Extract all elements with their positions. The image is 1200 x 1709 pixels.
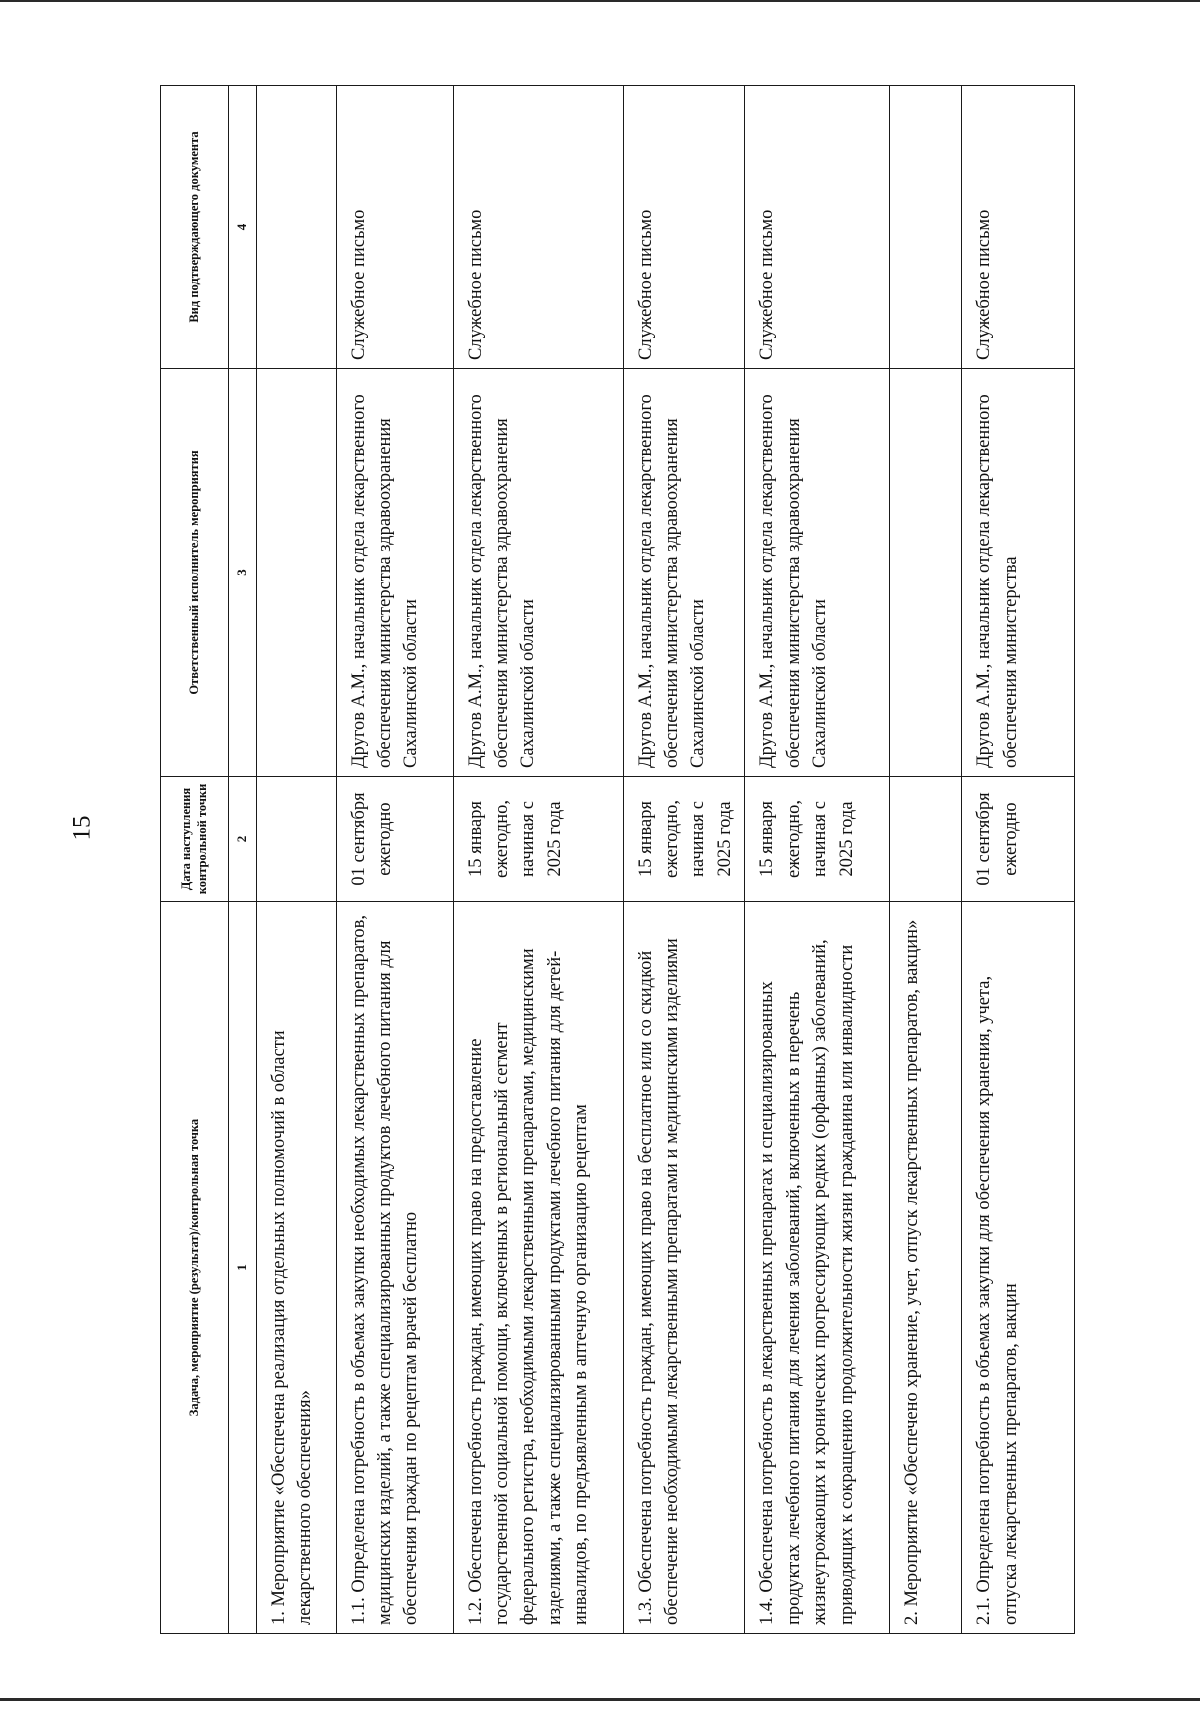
- document-cell: [890, 86, 962, 369]
- column-number: 2: [229, 777, 257, 902]
- executor-cell: Другов А.М., начальник отдела лекарственного обеспечения министерства здравоохранения Сахалинской области: [336, 369, 453, 777]
- column-number: 4: [229, 86, 257, 369]
- document-cell: Служебное письмо: [336, 86, 453, 369]
- date-cell: 01 сентября ежегодно: [962, 777, 1075, 902]
- table-row: [336, 86, 453, 1634]
- table-row: [623, 86, 745, 1634]
- executor-cell: [890, 369, 962, 777]
- rotated-page-content: [160, 86, 1075, 1634]
- scan-edge-bottom: [0, 1698, 1200, 1701]
- task-cell: 2. Мероприятие «Обеспечено хранение, учет, отпуск лекарственных препаратов, вакцин»: [890, 902, 962, 1634]
- document-cell: [256, 86, 336, 369]
- header-task: Задача, мероприятие (результат)/контрольная точка: [161, 902, 229, 1634]
- column-numbers-row: [229, 86, 257, 1634]
- task-cell: 1. Мероприятие «Обеспечена реализация отдельных полномочий в области лекарственного обеспечения»: [256, 902, 336, 1634]
- scan-edge-top: [0, 0, 1200, 2]
- executor-cell: [256, 369, 336, 777]
- date-cell: [890, 777, 962, 902]
- table-row: [745, 86, 890, 1634]
- page-number-text: 15: [68, 815, 95, 841]
- document-cell: Служебное письмо: [962, 86, 1075, 369]
- column-number: 1: [229, 902, 257, 1634]
- task-cell: 2.1. Определена потребность в объемах закупки для обеспечения хранения, учета, отпуска лекарственных препаратов, вакцин: [962, 902, 1075, 1634]
- executor-cell: Другов А.М., начальник отдела лекарственного обеспечения министерства здравоохранения Сахалинской области: [745, 369, 890, 777]
- table-row: [256, 86, 336, 1634]
- date-cell: [256, 777, 336, 902]
- header-document: Вид подтверждающего документа: [161, 86, 229, 369]
- task-cell: 1.4. Обеспечена потребность в лекарственных препаратах и специализированных продуктах лечебного питания для лечения заболеваний, включенных в перечень жизнеугрожающих и хронических прогрессирующих редких (орфанных) заболеваний, приводящих к сокращению продолжительности жизни гражданина или инвалидности: [745, 902, 890, 1634]
- executor-cell: Другов А.М., начальник отдела лекарственного обеспечения министерства здравоохранения Сахалинской области: [623, 369, 745, 777]
- control-points-table: [160, 85, 1075, 1634]
- column-number: 3: [229, 369, 257, 777]
- table-row: [890, 86, 962, 1634]
- document-cell: Служебное письмо: [623, 86, 745, 369]
- date-cell: 15 января ежегодно, начиная с 2025 года: [453, 777, 623, 902]
- task-cell: 1.1. Определена потребность в объемах закупки необходимых лекарственных препаратов, медицинских изделий, а также специализированных продуктов лечебного питания для обеспечения граждан по рецептам врачей бесплатно: [336, 902, 453, 1634]
- document-cell: Служебное письмо: [453, 86, 623, 369]
- executor-cell: Другов А.М., начальник отдела лекарственного обеспечения министерства здравоохранения Сахалинской области: [453, 369, 623, 777]
- task-cell: 1.3. Обеспечена потребность граждан, имеющих право на бесплатное или со скидкой обеспечение необходимыми лекарственными препаратами и медицинскими изделиями: [623, 902, 745, 1634]
- date-cell: 01 сентября ежегодно: [336, 777, 453, 902]
- header-date: Дата наступления контрольной точки: [161, 777, 229, 902]
- table-row: [962, 86, 1075, 1634]
- executor-cell: Другов А.М., начальник отдела лекарственного обеспечения министерства: [962, 369, 1075, 777]
- table-row: [453, 86, 623, 1634]
- document-cell: Служебное письмо: [745, 86, 890, 369]
- table-header-row: [161, 86, 229, 1634]
- task-cell: 1.2. Обеспечена потребность граждан, имеющих право на предоставление государственной социальной помощи, включенных в региональный сегмент федерального регистра, необходимыми лекарственными препаратами, медицинскими изделиями, а также специализированными продуктами лечебного питания для детей-инвалидов, по предъявленным в аптечную организацию рецептам: [453, 902, 623, 1634]
- date-cell: 15 января ежегодно, начиная с 2025 года: [623, 777, 745, 902]
- page-number: [62, 808, 102, 848]
- date-cell: 15 января ежегодно, начиная с 2025 года: [745, 777, 890, 902]
- header-executor: Ответственный исполнитель мероприятия: [161, 369, 229, 777]
